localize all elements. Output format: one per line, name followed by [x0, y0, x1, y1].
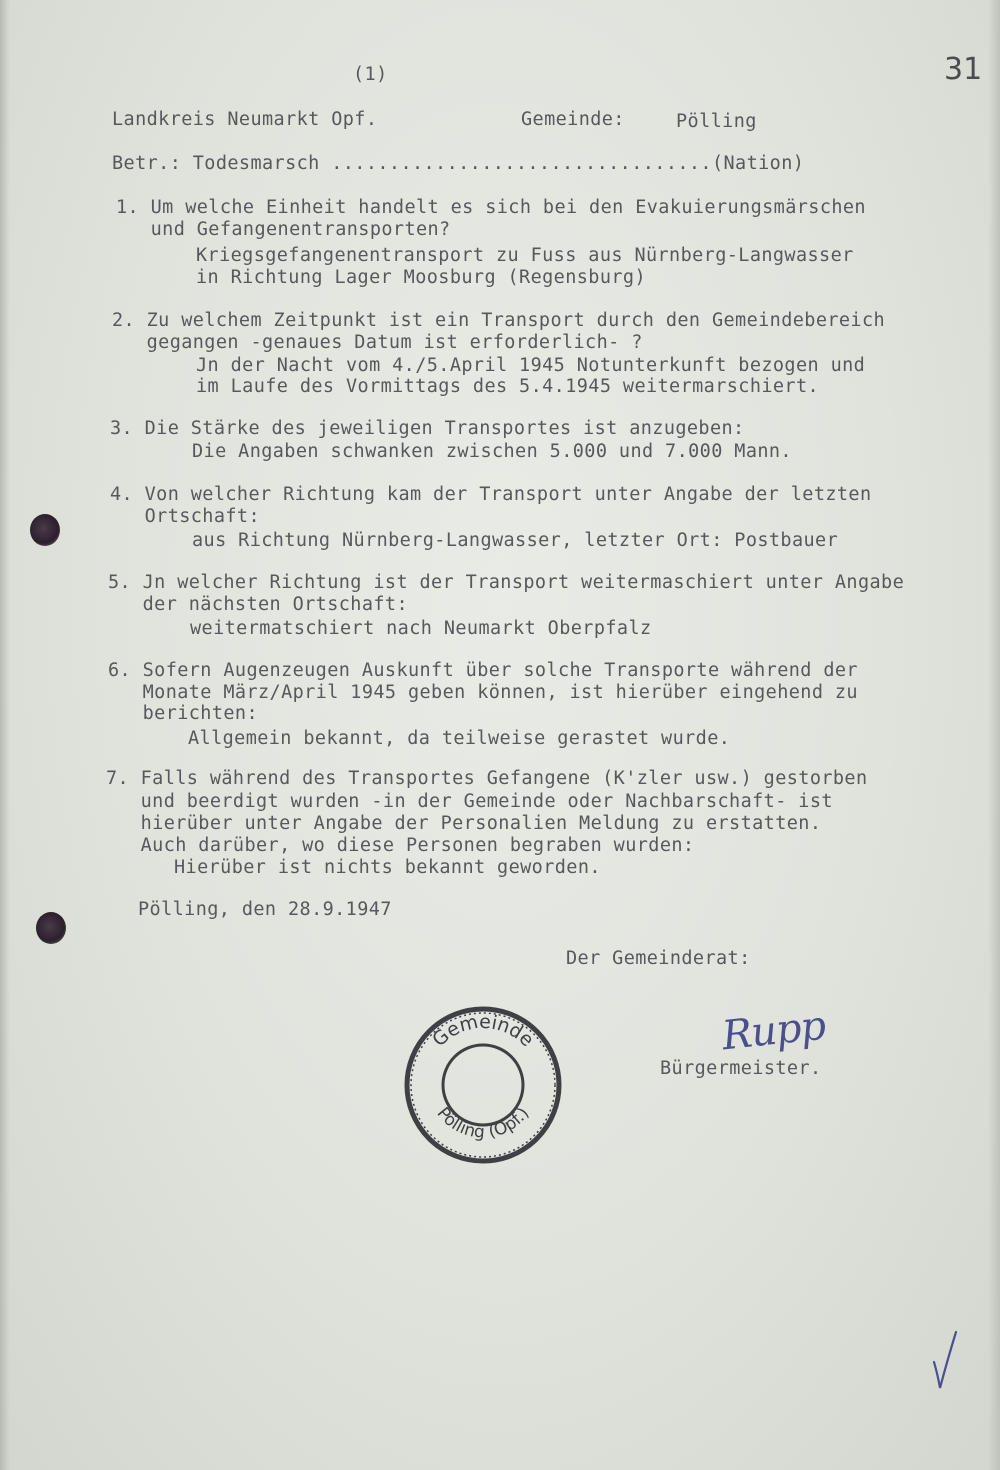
- page-number: 31: [944, 52, 983, 87]
- answer-line: Allgemein bekannt, da teilweise gerastet wurde.: [188, 728, 731, 749]
- answer-line: weitermatschiert nach Neumarkt Oberpfalz: [190, 618, 652, 639]
- check-mark-icon: [926, 1328, 966, 1394]
- question-line: 2. Zu welchem Zeitpunkt ist ein Transport durch den Gemeindebereich: [112, 310, 886, 331]
- role-label: Bürgermeister.: [660, 1058, 822, 1079]
- question-line: 7. Falls während des Transportes Gefangene (K'zler usw.) gestorben: [106, 768, 868, 789]
- council-label: Der Gemeinderat:: [566, 948, 751, 969]
- signature: Rupp: [719, 1002, 828, 1060]
- municipal-seal-icon: [398, 1000, 568, 1170]
- question-line: gegangen -genaues Datum ist erforderlich- ?: [112, 332, 643, 353]
- page-edge-left: [0, 0, 10, 1470]
- place-date: Pölling, den 28.9.1947: [138, 899, 392, 920]
- question-line: 5. Jn welcher Richtung ist der Transport weitermaschiert unter Angabe: [108, 572, 905, 593]
- seal-bottom-text: Pölling (Opf.): [432, 1103, 534, 1143]
- gemeinde-value: Pölling: [676, 111, 757, 132]
- question-line: und Gefangenentransporten?: [116, 219, 451, 240]
- question-line: 6. Sofern Augenzeugen Auskunft über solche Transporte während der: [108, 660, 858, 681]
- punch-hole-icon: [30, 514, 60, 546]
- sheet-marker: (1): [353, 64, 388, 85]
- answer-line: Jn der Nacht vom 4./5.April 1945 Notunterkunft bezogen und: [196, 355, 866, 376]
- subject-line: Betr.: Todesmarsch .................................(Nation): [112, 153, 805, 174]
- question-line: hierüber unter Angabe der Personalien Meldung zu erstatten.: [106, 813, 822, 834]
- question-line: Monate März/April 1945 geben können, ist hierüber eingehend zu: [108, 682, 858, 703]
- question-line: 1. Um welche Einheit handelt es sich bei den Evakuierungsmärschen: [116, 197, 866, 218]
- landkreis-label: Landkreis Neumarkt Opf.: [112, 109, 378, 130]
- punch-hole-icon: [36, 912, 66, 944]
- question-line: der nächsten Ortschaft:: [108, 594, 408, 615]
- answer-line: aus Richtung Nürnberg-Langwasser, letzter Ort: Postbauer: [192, 530, 839, 551]
- seal-top-text: Gemeinde: [428, 1010, 539, 1052]
- page-edge-right: [988, 0, 1000, 1470]
- gemeinde-label: Gemeinde:: [521, 109, 625, 130]
- question-line: Ortschaft:: [110, 506, 260, 527]
- question-line: 3. Die Stärke des jeweiligen Transportes ist anzugeben:: [110, 418, 745, 439]
- answer-line: im Laufe des Vormittags des 5.4.1945 weitermarschiert.: [196, 376, 820, 397]
- answer-line: Die Angaben schwanken zwischen 5.000 und 7.000 Mann.: [192, 441, 792, 462]
- question-line: berichten:: [108, 703, 258, 724]
- answer-line: Hierüber ist nichts bekannt geworden.: [174, 857, 601, 878]
- answer-line: Kriegsgefangenentransport zu Fuss aus Nürnberg-Langwasser: [196, 245, 854, 266]
- question-line: und beerdigt wurden -in der Gemeinde oder Nachbarschaft- ist: [106, 791, 833, 812]
- answer-line: in Richtung Lager Moosburg (Regensburg): [196, 267, 646, 288]
- question-line: 4. Von welcher Richtung kam der Transport unter Angabe der letzten: [110, 484, 872, 505]
- question-line: Auch darüber, wo diese Personen begraben wurden:: [106, 835, 695, 856]
